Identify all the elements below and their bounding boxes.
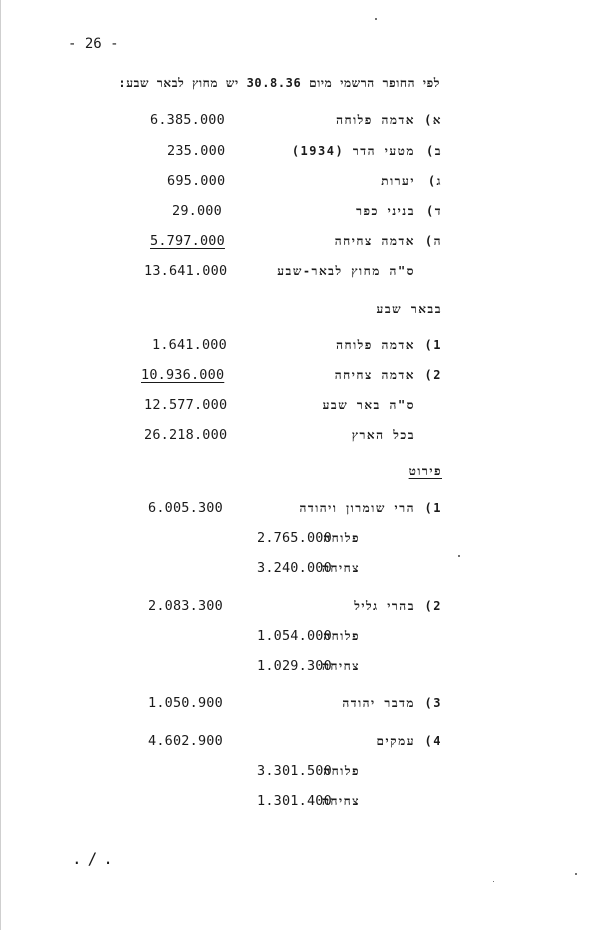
breakdown-1-sub-value-2: 3.240.000 (257, 560, 332, 576)
outside-marker-5: ה) (424, 234, 442, 248)
breakdown-label-4: עמקים (376, 734, 415, 748)
beersheva-marker-1: 1) (424, 338, 442, 352)
beersheva-total-label: ס"ה באר שבע (322, 398, 415, 412)
breakdown-value-2: 2.083.300 (148, 598, 223, 614)
scan-speck (493, 881, 494, 882)
outside-total-value: 13.641.000 (144, 263, 228, 279)
outside-value-2: 235.000 (167, 143, 226, 159)
breakdown-label-2: בהרי גליל (354, 599, 415, 613)
breakdown-4-sub-value-1: 3.301.500 (257, 763, 332, 779)
country-total-label: בכל הארץ (351, 428, 415, 442)
scan-speck (375, 18, 377, 20)
breakdown-marker-2: 2) (424, 599, 442, 613)
breakdown-marker-3: 3) (424, 696, 442, 710)
outside-value-4: 29.000 (172, 203, 222, 219)
outside-marker-2: ב) (425, 144, 442, 158)
beersheva-total-value: 12.577.000 (144, 397, 228, 413)
outside-label-3: יערות (381, 174, 415, 188)
scan-speck (458, 555, 460, 557)
breakdown-1-sub-label-1: פלוחה (323, 531, 360, 545)
breakdown-4-sub-label-1: פלוחה (323, 764, 360, 778)
country-total-value: 26.218.000 (144, 427, 228, 443)
beersheva-label-2: אדמה צחיחה (334, 368, 415, 382)
breakdown-label-3: מדבר יהודה (342, 696, 415, 710)
scan-speck (575, 873, 577, 875)
outside-value-3: 695.000 (167, 173, 226, 189)
breakdown-4-sub-value-2: 1.301.400 (257, 793, 332, 809)
page-edge (0, 0, 1, 930)
beersheva-label-1: אדמה פלוחה (336, 338, 415, 352)
breakdown-heading: פירוט (408, 464, 442, 478)
breakdown-4-sub-label-2: צחיחה (321, 794, 360, 808)
beersheva-marker-2: 2) (424, 368, 442, 382)
outside-total-label: ס"ה מחוץ לבאר-שבע (277, 264, 415, 278)
outside-marker-1: א) (424, 113, 442, 127)
breakdown-value-1: 6.005.300 (148, 500, 223, 516)
outside-value-1: 6.385.000 (150, 112, 225, 128)
breakdown-1-sub-value-1: 2.765.000 (257, 530, 332, 546)
breakdown-2-sub-value-1: 1.054.000 (257, 628, 332, 644)
beersheva-value-1: 1.641.000 (152, 337, 227, 353)
breakdown-2-sub-value-2: 1.029.300 (257, 658, 332, 674)
breakdown-label-1: הרי שומרון ויהודה (299, 501, 415, 515)
breakdown-2-sub-label-1: פלוחה (323, 629, 360, 643)
breakdown-marker-1: 1) (424, 501, 442, 515)
outside-label-4: בניני כפר (356, 204, 415, 218)
breakdown-value-4: 4.602.900 (148, 733, 223, 749)
breakdown-2-sub-label-2: צחיחה (321, 659, 360, 673)
page-number: - 26 - (68, 36, 119, 52)
breakdown-1-sub-label-2: צחיחה (321, 561, 360, 575)
page-header: לפי החופר הרשמי מיום 30.8.36 יש מחוץ לבאר שבע: (118, 76, 440, 90)
outside-label-5: אדמה צחיחה (334, 234, 415, 248)
breakdown-marker-4: 4) (424, 734, 442, 748)
outside-label-1: אדמה פלוחה (336, 113, 415, 127)
breakdown-value-3: 1.050.900 (148, 695, 223, 711)
beersheva-value-2: 10.936.000 (141, 367, 225, 383)
outside-label-2: מטעי הדר (1934) (291, 144, 415, 158)
outside-marker-4: ד) (426, 204, 442, 218)
outside-marker-3: ג) (427, 174, 442, 188)
beersheva-heading: בבאר שבע (376, 302, 442, 316)
outside-value-5: 5.797.000 (150, 233, 225, 249)
footer-continuation-mark: ./. (72, 849, 119, 868)
